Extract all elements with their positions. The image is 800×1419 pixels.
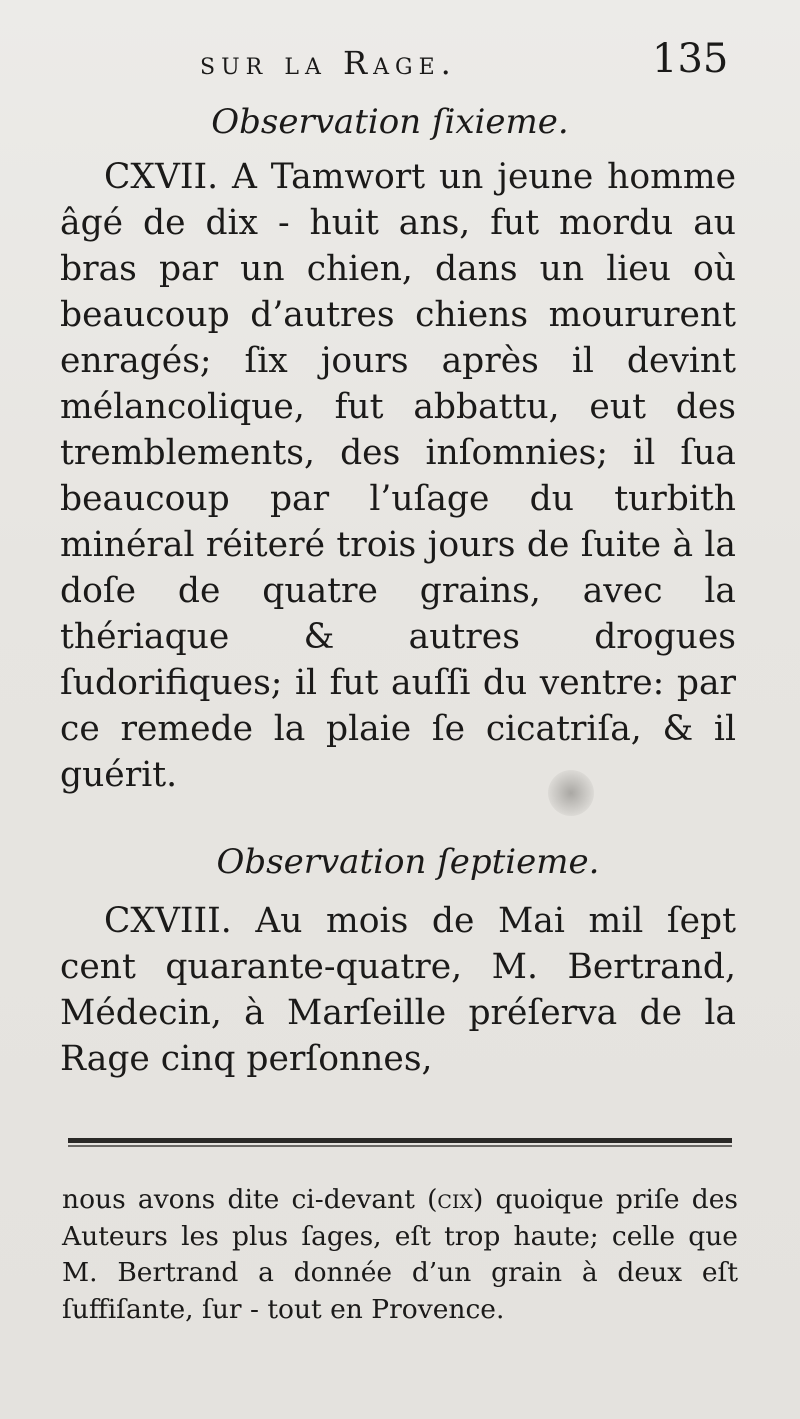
- observation-title: Observation ſixieme.: [211, 102, 569, 142]
- footnote-text: ) quoique priſe des Auteurs les plus ſages, eſt trop haute; celle que M. Bertrand a donnée d’un grain à deux eſt ſuffiſante, ſur - tout en Provence.: [62, 1184, 738, 1325]
- paragraph-text: A Tamwort un jeune homme âgé de dix - huit ans, fut mordu au bras par un chien, dans un lieu où beaucoup d’autres chiens moururent enragés; ſix jours après il devint mélancolique, fut abbattu, eut des tremblements, des inſomnies; il ſua beaucoup par l’uſage du turbith minéral réiteré trois jours de ſuite à la doſe de quatre grains, avec la thériaque & autres drogues ſudorifiques; il fut auſſi du ventre: par ce remede la plaie ſe cicatriſa, & il guérit.: [60, 157, 736, 795]
- paragraph-number: CXVII.: [104, 157, 219, 197]
- paper-stain: [548, 770, 594, 816]
- page-number: 135: [652, 36, 729, 82]
- paragraph-text: Au mois de Mai mil ſept cent quarante-quatre, M. Bertrand, Médecin, à Marſeille préſerva de la Rage cinq perſonnes,: [60, 901, 736, 1079]
- paragraph-number: CXVIII.: [104, 901, 232, 941]
- footnote-reference: cix: [437, 1184, 473, 1215]
- footnote-divider-thin: [68, 1145, 732, 1147]
- observation-paragraph: [60, 898, 736, 1082]
- footnote-text: nous avons dite ci-devant (: [62, 1184, 438, 1215]
- observation-title: Observation ſeptieme.: [216, 842, 600, 882]
- footnote: [62, 1182, 738, 1328]
- observation-paragraph: [60, 154, 736, 798]
- running-head: [0, 36, 800, 92]
- footnote-divider: [68, 1138, 732, 1143]
- running-title: sur la Rage.: [200, 44, 457, 82]
